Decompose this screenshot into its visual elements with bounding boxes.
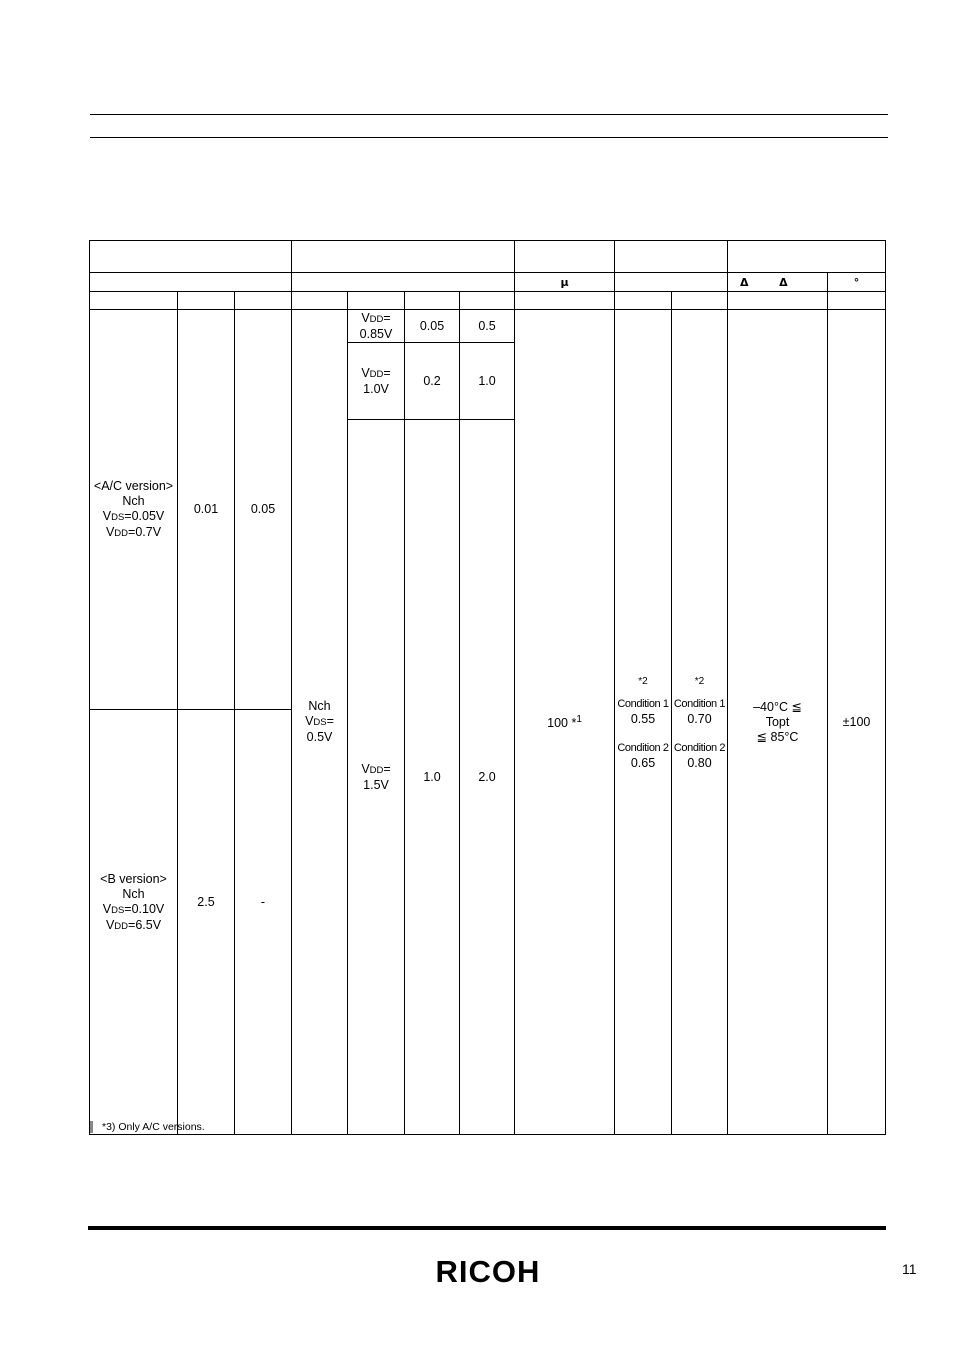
vdd-value: 1.0V <box>363 381 389 396</box>
vdd-value: 1.5V <box>363 777 389 792</box>
symbol-v: V <box>361 310 370 325</box>
header-cell <box>292 241 515 273</box>
subscript-dd: DD <box>369 368 384 380</box>
output-vds-value: 0.5V <box>306 730 333 744</box>
note-marker: *2 <box>638 675 648 687</box>
condition-2-value: 0.80 <box>687 755 712 770</box>
subscript-dd: DD <box>114 527 129 539</box>
revision-bar <box>90 1121 93 1133</box>
header-cell <box>90 241 292 273</box>
condition-2-label: Condition 2 <box>617 741 669 754</box>
vdd-eq: = <box>383 761 391 776</box>
symbol-v: V <box>361 761 370 776</box>
output-vds-eq: = <box>326 714 334 728</box>
temperature-range <box>728 310 828 1135</box>
header-cell <box>178 292 235 310</box>
value-100: 100 * <box>547 716 577 731</box>
vdd-condition-cell <box>348 310 405 343</box>
condition-1-label: Condition 1 <box>673 697 726 710</box>
vdd-eq: = <box>383 310 391 325</box>
symbol-v: V <box>305 714 314 728</box>
header-cell <box>235 292 292 310</box>
subscript-ds: DS <box>313 717 327 728</box>
delta-symbol: Δ <box>779 275 788 289</box>
output-typ-value: 1.0 <box>460 343 515 420</box>
temperature-line-1: –40°C ≦ <box>753 699 802 714</box>
table-header-row-3 <box>90 292 886 310</box>
condition-column-2 <box>672 310 728 1135</box>
temperature-line-3: ≦ 85°C <box>756 729 799 744</box>
ac-vdd: =0.7V <box>128 524 162 539</box>
tolerance-value: ±100 <box>828 310 886 1135</box>
output-min-value: 0.05 <box>405 310 460 343</box>
header-rule-top <box>90 114 888 115</box>
ac-vds: =0.05V <box>124 508 165 523</box>
unit-delta-cell <box>728 273 828 292</box>
header-cell <box>405 292 460 310</box>
b-version-label: <B version> <box>100 872 167 886</box>
page-number: 11 <box>902 1261 917 1277</box>
vdd-condition-cell <box>348 420 405 1135</box>
unit-mu-cell: μ <box>515 273 615 292</box>
header-cell <box>460 292 515 310</box>
header-rule-bottom <box>90 137 888 138</box>
footer-rule <box>88 1226 886 1230</box>
header-cell <box>515 241 615 273</box>
b-vdd: =6.5V <box>128 918 162 932</box>
output-typ-value: 2.0 <box>460 420 515 1135</box>
subscript-ds: DS <box>111 905 125 916</box>
note-marker: *2 <box>694 675 705 687</box>
header-cell <box>828 292 886 310</box>
header-cell <box>90 292 178 310</box>
output-channel: Nch <box>308 699 331 713</box>
table-header-row-1 <box>90 241 886 273</box>
header-cell <box>292 273 515 292</box>
condition-1-value: 0.55 <box>630 711 656 726</box>
symbol-v: V <box>102 508 112 523</box>
header-cell <box>90 273 292 292</box>
subscript-dd: DD <box>369 313 384 325</box>
header-cell <box>615 241 728 273</box>
symbol-v: V <box>105 918 115 932</box>
symbol-v: V <box>102 902 112 916</box>
vdd-eq: = <box>383 365 391 380</box>
symbol-v: V <box>361 365 370 380</box>
unit-degree-cell: ° <box>828 273 886 292</box>
temperature-line-2: Topt <box>765 714 790 729</box>
output-min-value: 1.0 <box>405 420 460 1135</box>
b-min-value: 2.5 <box>178 710 235 1135</box>
output-typ-value: 0.5 <box>460 310 515 343</box>
ac-min-value: 0.01 <box>178 310 235 710</box>
header-cell <box>672 292 728 310</box>
condition-2-value: 0.65 <box>630 755 656 770</box>
ricoh-logo-text: RICOH <box>435 1254 541 1288</box>
header-cell <box>615 292 672 310</box>
b-version-condition <box>90 710 178 1135</box>
subscript-dd: DD <box>114 921 129 932</box>
symbol-v: V <box>105 524 115 539</box>
header-cell <box>292 292 348 310</box>
header-cell <box>348 292 405 310</box>
b-typ-value: - <box>235 710 292 1135</box>
delta-symbol: Δ <box>740 275 749 289</box>
value-100-cell <box>515 310 615 1135</box>
footnote-text: *3) Only A/C versions. <box>102 1121 205 1133</box>
condition-column-1 <box>615 310 672 1135</box>
output-min-value: 0.2 <box>405 343 460 420</box>
vdd-value: 0.85V <box>359 326 393 341</box>
condition-2-label: Condition 2 <box>673 741 726 754</box>
table-header-row-2 <box>90 273 886 292</box>
ac-typ-value: 0.05 <box>235 310 292 710</box>
ac-version-label: <A/C version> <box>93 478 174 493</box>
footnote-ref: 1 <box>576 714 582 726</box>
ac-channel: Nch <box>122 493 145 508</box>
electrical-characteristics-table <box>89 240 886 1135</box>
subscript-ds: DS <box>111 511 125 523</box>
footnote <box>90 1121 205 1133</box>
b-channel: Nch <box>122 887 145 901</box>
header-cell <box>728 241 886 273</box>
table-row <box>90 310 886 343</box>
ricoh-logo <box>418 1254 558 1288</box>
header-cell <box>728 292 828 310</box>
ac-version-condition <box>90 310 178 710</box>
header-cell <box>615 273 728 292</box>
header-cell <box>515 292 615 310</box>
vdd-condition-cell <box>348 343 405 420</box>
subscript-dd: DD <box>369 764 384 776</box>
output-condition <box>292 310 348 1135</box>
condition-1-label: Condition 1 <box>617 697 669 710</box>
b-vds: =0.10V <box>124 902 165 916</box>
condition-1-value: 0.70 <box>687 711 712 726</box>
